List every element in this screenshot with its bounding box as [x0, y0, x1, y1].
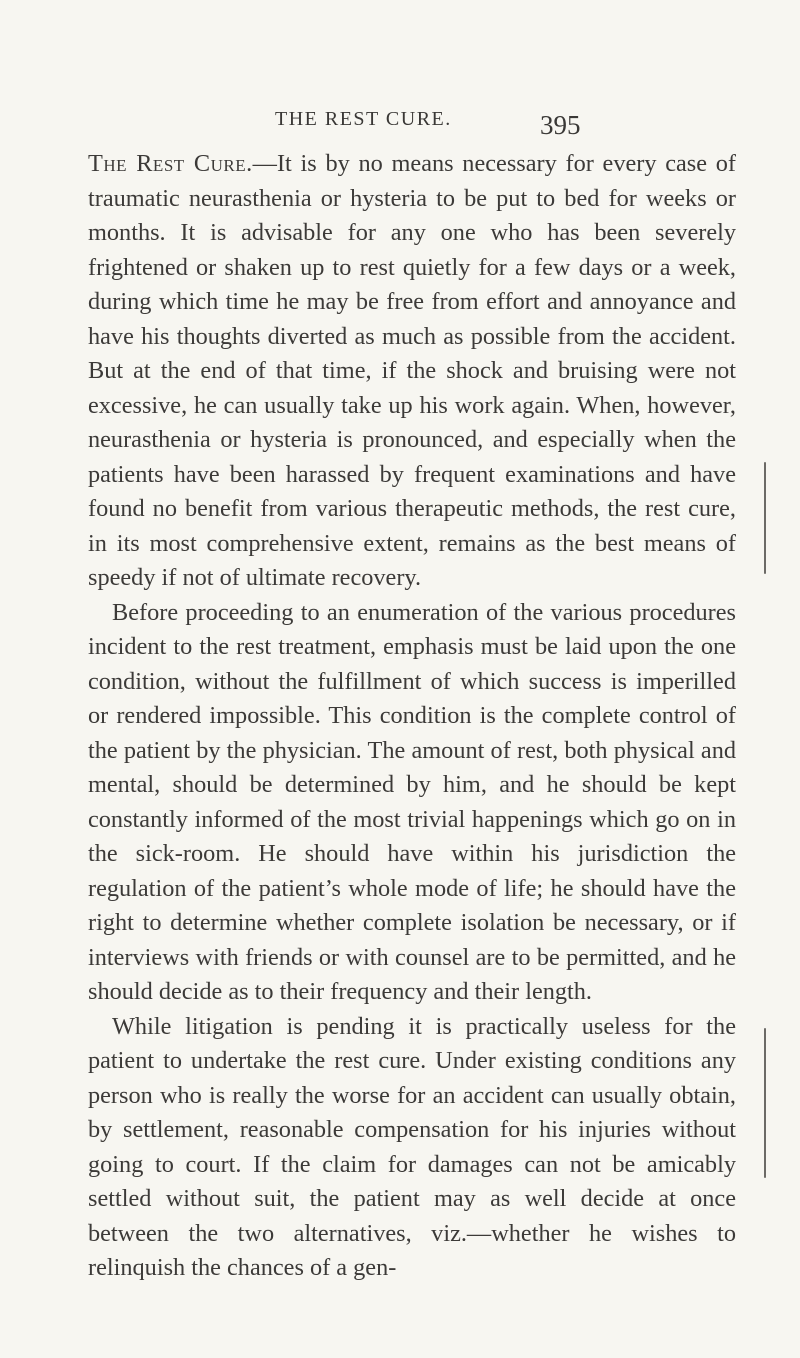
body-text [88, 147, 736, 1286]
margin-mark-upper [764, 462, 766, 574]
section-heading: The Rest Cure. [88, 150, 253, 177]
page-number: 395 [540, 110, 581, 140]
paragraph-3: While litigation is pending it is practically useless for the patient to undertake the rest cure. Under existing conditions any person who is really the worse for an accident can usually obtain, by settlement, reasonable compensation for his injuries without going to court. If the claim for damages can not be amicably settled without suit, the patient may as well decide at once between the two alternatives, viz.—whether he wishes to relinquish the chances of a gen- [88, 1012, 736, 1281]
running-head: THE REST CURE. [275, 108, 452, 130]
paragraph-1 [88, 147, 736, 596]
paragraph-2: Before proceeding to an enumeration of the various procedures incident to the rest treatment, emphasis must be laid upon the one condition, without the fulfillment of which success is imperilled or rendered impossible. This condition is the complete control of the patient by the physician. The amount of rest, both physical and mental, should be determined by him, and he should be kept constantly informed of the most trivial happenings which go on in the sick-room. He should have within his jurisdiction the regulation of the patient’s whole mode of life; he should have the right to determine whether complete isolation be necessary, or if interviews with friends or with counsel are to be permitted, and he should decide as to their frequency and their length. [88, 598, 736, 1005]
paragraph-1-text: —It is by no means necessary for every case of traumatic neurasthenia or hysteria to be put to bed for weeks or months. It is advisable for any one who has been severely frightened or shaken up to rest quietly for a few days or a week, during which time he may be free from effort and annoyance and have his thoughts diverted as much as possible from the accident. But at the end of that time, if the shock and bruising were not excessive, he can usually take up his work again. When, however, neurasthenia or hysteria is pronounced, and especially when the patients have been harassed by frequent examinations and have found no benefit from various therapeutic methods, the rest cure, in its most comprehensive extent, remains as the best means of speedy if not of ultimate recovery. [88, 150, 736, 591]
margin-mark-lower [764, 1028, 766, 1178]
page-header [0, 106, 800, 146]
